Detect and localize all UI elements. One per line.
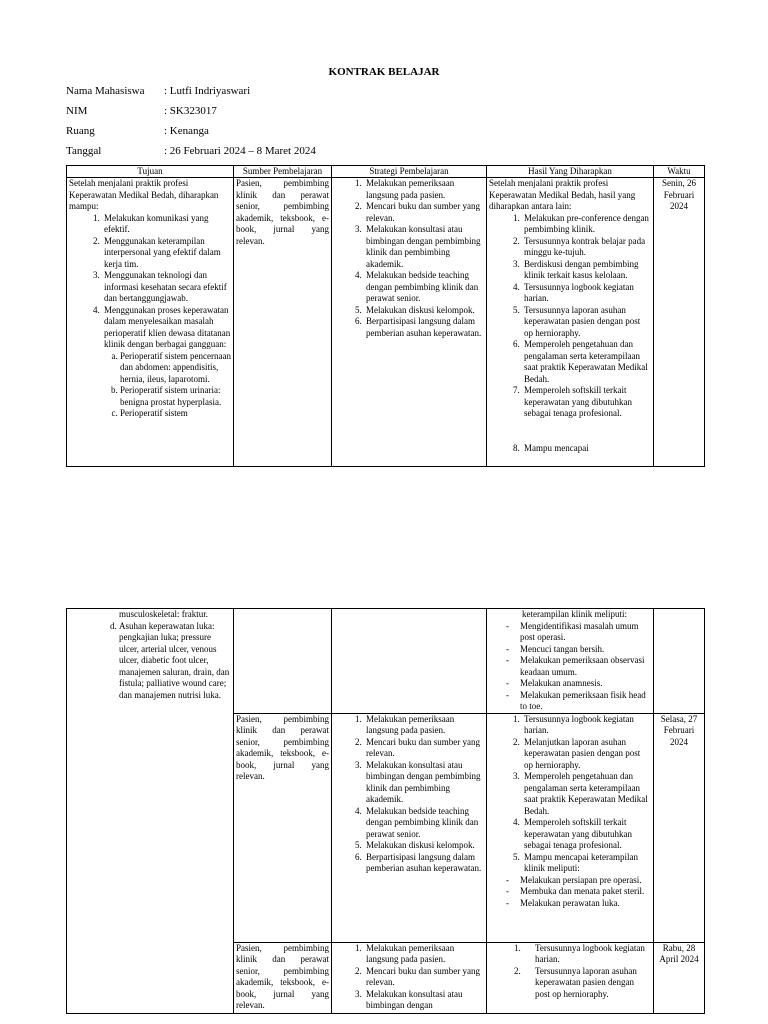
meta-value: : Kenanga <box>164 125 209 137</box>
list-item-text: Mampu mencapai keterampilan klinik meliputi: <box>524 851 638 873</box>
list-item <box>522 852 651 875</box>
tujuan-cell <box>67 178 234 467</box>
list-item: 1. Melakukan pemeriksaan langsung pada pasien. <box>364 178 484 201</box>
list-item: - Melakukan pemeriksaan fisik head to toe. <box>506 690 651 713</box>
list-item: 3. Melakukan konsultasi atau bimbingan dengan pembimbing klinik dan pembimbing akademik. <box>364 760 484 806</box>
list-item: 2. Mencari buku dan sumber yang relevan. <box>364 201 484 224</box>
hasil-skill-list <box>489 621 651 713</box>
meta-label: Ruang <box>66 125 95 137</box>
list-item: b. Perioperatif sistem urinaria: benigna prostat hyperplasia. <box>120 385 231 408</box>
list-item: 6. Memperoleh pengetahuan dan pengalaman serta keterampilaan saat praktik Keperawatan Medikal Bedah. <box>522 339 651 385</box>
tujuan-continuation: musculoskeletal: fraktur. <box>119 609 208 619</box>
list-item: 3. Melakukan konsultasi atau bimbingan dengan <box>364 989 484 1012</box>
meta-value: : 26 Februari 2024 – 8 Maret 2024 <box>164 145 316 157</box>
meta-label: Tanggal <box>66 145 102 157</box>
learning-contract-table-continued <box>66 608 705 1014</box>
list-item: - Mengidentifikasi masalah umum post operasi. <box>506 621 651 644</box>
hasil-list <box>489 714 651 875</box>
list-item: 7. Memperoleh softskill terkait keperawatan yang dibutuhkan sebagai tenaga profesional. <box>522 385 651 420</box>
waktu-cell <box>654 609 705 714</box>
meta-label: Nama Mahasiswa <box>66 85 145 97</box>
list-item: c. Perioperatif sistem <box>120 408 231 420</box>
waktu-cell: Senin, 26 Februari 2024 <box>654 178 705 467</box>
header-hasil: Hasil Yang Diharapkan <box>487 166 654 178</box>
list-item: 6. Berpartisipasi langsung dalam pemberian asuhan keperawatan. <box>364 852 484 875</box>
tujuan-cell-continued <box>67 609 234 1014</box>
hasil-cell <box>487 713 654 942</box>
list-item: 2. Mencari buku dan sumber yang relevan. <box>364 737 484 760</box>
list-item: 5. Tersusunnya laporan asuhan keperawatan pasien dengan post op hernioraphy. <box>522 305 651 340</box>
hasil-list <box>489 943 651 1001</box>
list-item: 2. Melanjutkan laporan asuhan keperawatan pasien dengan post op hernioraphy. <box>522 737 651 772</box>
list-item: - Membuka dan menata paket steril. <box>506 886 651 898</box>
meta-value: : Lutfi Indriyaswari <box>164 85 251 97</box>
list-item: 2. Menggunakan keterampilan interpersonal yang efektif dalam kerja tim. <box>102 236 231 271</box>
list-item: - Melakukan pemeriksaan observasi keadaan umum. <box>506 655 651 678</box>
list-item <box>102 305 231 420</box>
list-item: 8. Mampu mencapai <box>522 443 651 455</box>
list-item: 2. Tersusunnya kontrak belajar pada minggu ke-tujuh. <box>522 236 651 259</box>
list-item: - Mencuci tangan bersih. <box>506 644 651 656</box>
list-item: 1. Melakukan pemeriksaan langsung pada pasien. <box>364 943 484 966</box>
sumber-cell: Pasien, pembimbing klinik dan perawat senior, pembimbing akademik, teksbook, e-book, jurnal yang relevan. <box>234 713 332 942</box>
strategi-list <box>334 943 484 1012</box>
hasil-list-continued <box>489 443 651 455</box>
hasil-cell <box>487 942 654 1013</box>
list-item: 1. Melakukan komunikasi yang efektif. <box>102 213 231 236</box>
list-item: 4. Melakukan bedside teaching dengan pembimbing klinik dan perawat senior. <box>364 806 484 841</box>
strategi-cell <box>332 942 487 1013</box>
list-item: a. Perioperatif sistem pencernaan dan abdomen: appendisitis, hernia, ileus, laparotomi. <box>120 351 231 386</box>
list-item: 3. Berdiskusi dengan pembimbing klinik terkait kasus kelolaan. <box>522 259 651 282</box>
list-item: 5. Melakukan diskusi kelompok. <box>364 305 484 317</box>
list-item: 5. Melakukan diskusi kelompok. <box>364 840 484 852</box>
list-item: 3. Menggunakan teknologi dan informasi kesehatan secara efektif dan bertanggungjawab. <box>102 270 231 305</box>
list-item: d. Asuhan keperawatan luka: pengkajian luka; pressure ulcer, arterial ulcer, venous ulcer, diabetic foot ulcer, manajemen saluran, drain, dan fistula; palliative wound care; dan manajemen nutrisi luka. <box>119 621 231 702</box>
list-item: 3. Melakukan konsultasi atau bimbingan dengan pembimbing klinik dan pembimbing akademik. <box>364 224 484 270</box>
header-sumber: Sumber Pembelajaran <box>234 166 332 178</box>
waktu-cell: Rabu, 28 April 2024 <box>654 942 705 1013</box>
header-tujuan: Tujuan <box>67 166 234 178</box>
hasil-cell <box>487 609 654 714</box>
hasil-intro: Setelah menjalani praktik profesi Keperawatan Medikal Bedah, hasil yang diharapkan antara lain: <box>489 178 636 211</box>
page-title: KONTRAK BELAJAR <box>328 66 440 78</box>
strategi-cell <box>332 609 487 714</box>
strategi-cell <box>332 713 487 942</box>
list-item: 1. Tersusunnya logbook kegiatan harian. <box>523 943 651 966</box>
list-item: 2. Mencari buku dan sumber yang relevan. <box>364 966 484 989</box>
strategi-list <box>334 178 484 339</box>
list-item: 3. Memperoleh pengetahuan dan pengalaman serta keterampilaan saat praktik Keperawatan Medikal Bedah. <box>522 771 651 817</box>
sumber-cell <box>234 609 332 714</box>
header-waktu: Waktu <box>654 166 705 178</box>
list-item: 4. Melakukan bedside teaching dengan pembimbing klinik dan perawat senior. <box>364 270 484 305</box>
hasil-skill-list <box>489 875 651 910</box>
hasil-continuation: keterampilan klinik meliputi: <box>522 609 627 619</box>
list-item: - Melakukan anamnesis. <box>506 678 651 690</box>
hasil-list <box>489 213 651 420</box>
hasil-cell <box>487 178 654 467</box>
list-item: 4. Memperoleh softskill terkait keperawatan yang dibutuhkan sebagai tenaga profesional. <box>522 817 651 852</box>
tujuan-sub-list <box>69 621 231 702</box>
tujuan-list <box>69 213 231 420</box>
waktu-cell: Selasa, 27 Februari 2024 <box>654 713 705 942</box>
tujuan-sub-list <box>104 351 231 420</box>
list-item: 4. Tersusunnya logbook kegiatan harian. <box>522 282 651 305</box>
strategi-cell <box>332 178 487 467</box>
list-item: 1. Tersusunnya logbook kegiatan harian. <box>522 714 651 737</box>
learning-contract-table <box>66 165 705 467</box>
list-item: 2. Tersusunnya laporan asuhan keperawatan pasien dengan post op hernioraphy. <box>523 966 651 1001</box>
meta-value: : SK323017 <box>164 105 217 117</box>
strategi-list <box>334 714 484 875</box>
sumber-cell: Pasien, pembimbing klinik dan perawat senior, pembimbing akademik, teksbook, e-book, jurnal yang relevan. <box>234 942 332 1013</box>
list-item-text: Menggunakan proses keperawatan dalam menyelesaikan masalah perioperatif klien dewasa ditatanan klinik dengan berbagai gangguan: <box>104 304 231 349</box>
tujuan-intro: Setelah menjalani praktik profesi Keperawatan Medikal Bedah, diharapkan mampu: <box>69 178 219 211</box>
list-item: - Melakukan perawatan luka. <box>506 898 651 910</box>
header-strategi: Strategi Pembelajaran <box>332 166 487 178</box>
sumber-cell: Pasien, pembimbing klinik dan perawat senior, pembimbing akademik, teksbook, e-book, jurnal yang relevan. <box>234 178 332 467</box>
list-item: 1. Melakukan pre-conference dengan pembimbing klinik. <box>522 213 651 236</box>
list-item: 6. Berpartisipasi langsung dalam pemberian asuhan keperawatan. <box>364 316 484 339</box>
list-item: - Melakukan persiapan pre operasi. <box>506 875 651 887</box>
meta-label: NIM <box>66 105 88 117</box>
list-item: 1. Melakukan pemeriksaan langsung pada pasien. <box>364 714 484 737</box>
